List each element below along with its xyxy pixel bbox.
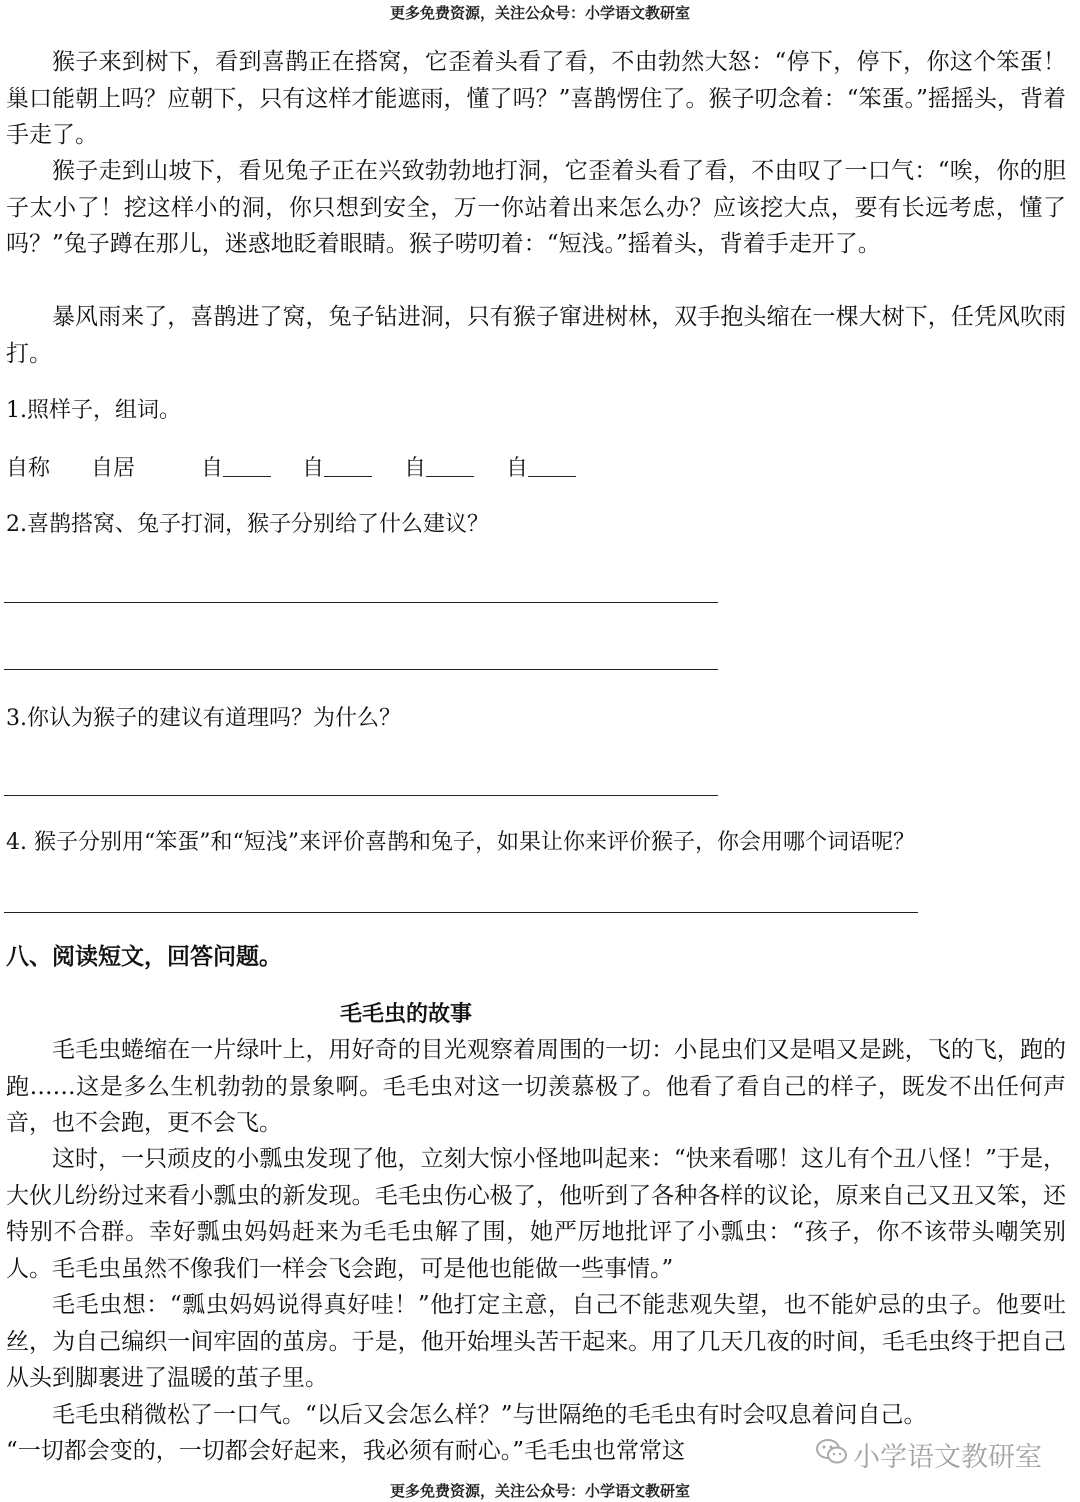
blank-item-2[interactable]: 自 [302,454,372,484]
answer-line[interactable] [4,912,918,913]
blank-underline[interactable] [426,454,474,477]
passage1-paragraph-3: 暴风雨来了，喜鹊进了窝，兔子钻进洞，只有猴子窜进树林，双手抱头缩在一棵大树下，任凭风吹雨打。 [6,304,1066,367]
passage1-paragraph-2: 猴子走到山坡下，看见兔子正在兴致勃勃地打洞，它歪着头看了看，不由叹了一口气：“唉，你的胆子太小了！挖这样小的洞，你只想到安全，万一你站着出来怎么办？应该挖大点，要有长远考虑，懂了吗？”兔子蹲在那儿，迷惑地眨着眼睛。猴子唠叨着：“短浅。”摇着头，背着手走开了。 [6,158,1066,257]
passage2-paragraph-1: 毛毛虫蜷缩在一片绿叶上，用好奇的目光观察着周围的一切：小昆虫们又是唱又是跳，飞的飞，跑的跑……这是多么生机勃勃的景象啊。毛毛虫对这一切羡慕极了。他看了看自己的样子，既发不出任何声音，也不会跑，更不会飞。 [6,1037,1066,1136]
page-footer: 更多免费资源，关注公众号：小学语文教研室 [389,1482,690,1500]
blank-underline[interactable] [528,454,576,477]
answer-line[interactable] [4,602,718,603]
answer-line[interactable] [4,795,718,796]
question-3: 3.你认为猴子的建议有道理吗？为什么？ [6,706,401,731]
story-title: 毛毛虫的故事 [339,1001,472,1027]
answer-line[interactable] [4,669,718,670]
wechat-icon [815,1437,849,1471]
passage2-paragraph-3: 毛毛虫想：“瓢虫妈妈说得真好哇！”他打定主意，自己不能悲观失望，也不能妒忌的虫子。他要吐丝，为自己编织一间牢固的茧房。于是，他开始埋头苦干起来。用了几天几夜的时间，毛毛虫终于把自己从头到脚裹进了温暖的茧子里。 [6,1292,1066,1391]
page-header: 更多免费资源，关注公众号：小学语文教研室 [389,4,690,22]
passage1-paragraph-1: 猴子来到树下，看到喜鹊正在搭窝，它歪着头看了看，不由勃然大怒：“停下，停下，你这个笨蛋！巢口能朝上吗？应朝下，只有这样才能遮雨，懂了吗？”喜鹊愣住了。猴子叨念着：“笨蛋。”摇摇头，背着手走了。 [6,49,1066,148]
question-2: 2.喜鹊搭窝、兔子打洞，猴子分别给了什么建议？ [6,512,489,537]
question-1: 1.照样子，组词。 [6,398,181,423]
blank-item-4[interactable]: 自 [506,454,576,484]
passage2-paragraph-2: 这时，一只顽皮的小瓢虫发现了他，立刻大惊小怪地叫起来：“快来看哪！这儿有个丑八怪！”于是，大伙儿纷纷过来看小瓢虫的新发现。毛毛虫伤心极了，他听到了各种各样的议论，原来自己又丑又笨，还特别不合群。幸好瓢虫妈妈赶来为毛毛虫解了围，她严厉地批评了小瓢虫：“孩子，你不该带头嘲笑别人。毛毛虫虽然不像我们一样会飞会跑，可是他也能做一些事情。” [6,1146,1066,1282]
example-word-1: 自称 [6,456,51,481]
passage2-paragraph-5: “一切都会变的，一切都会好起来，我必须有耐心。”毛毛虫也常常这 [6,1438,686,1464]
blank-underline[interactable] [324,454,372,477]
blank-item-1[interactable]: 自 [201,454,271,484]
question-4: 4. 猴子分别用“笨蛋”和“短浅”来评价喜鹊和兔子，如果让你来评价猴子，你会用哪个词语呢？ [6,830,915,855]
blank-item-3[interactable]: 自 [404,454,474,484]
watermark [815,1434,1042,1474]
watermark-text: 小学语文教研室 [853,1441,1042,1473]
section-heading: 八、阅读短文，回答问题。 [6,943,282,970]
blank-underline[interactable] [223,454,271,477]
passage2-paragraph-4: 毛毛虫稍微松了一口气。“以后又会怎么样？”与世隔绝的毛毛虫有时会叹息着问自己。 [52,1402,927,1428]
example-word-2: 自居 [91,456,136,481]
